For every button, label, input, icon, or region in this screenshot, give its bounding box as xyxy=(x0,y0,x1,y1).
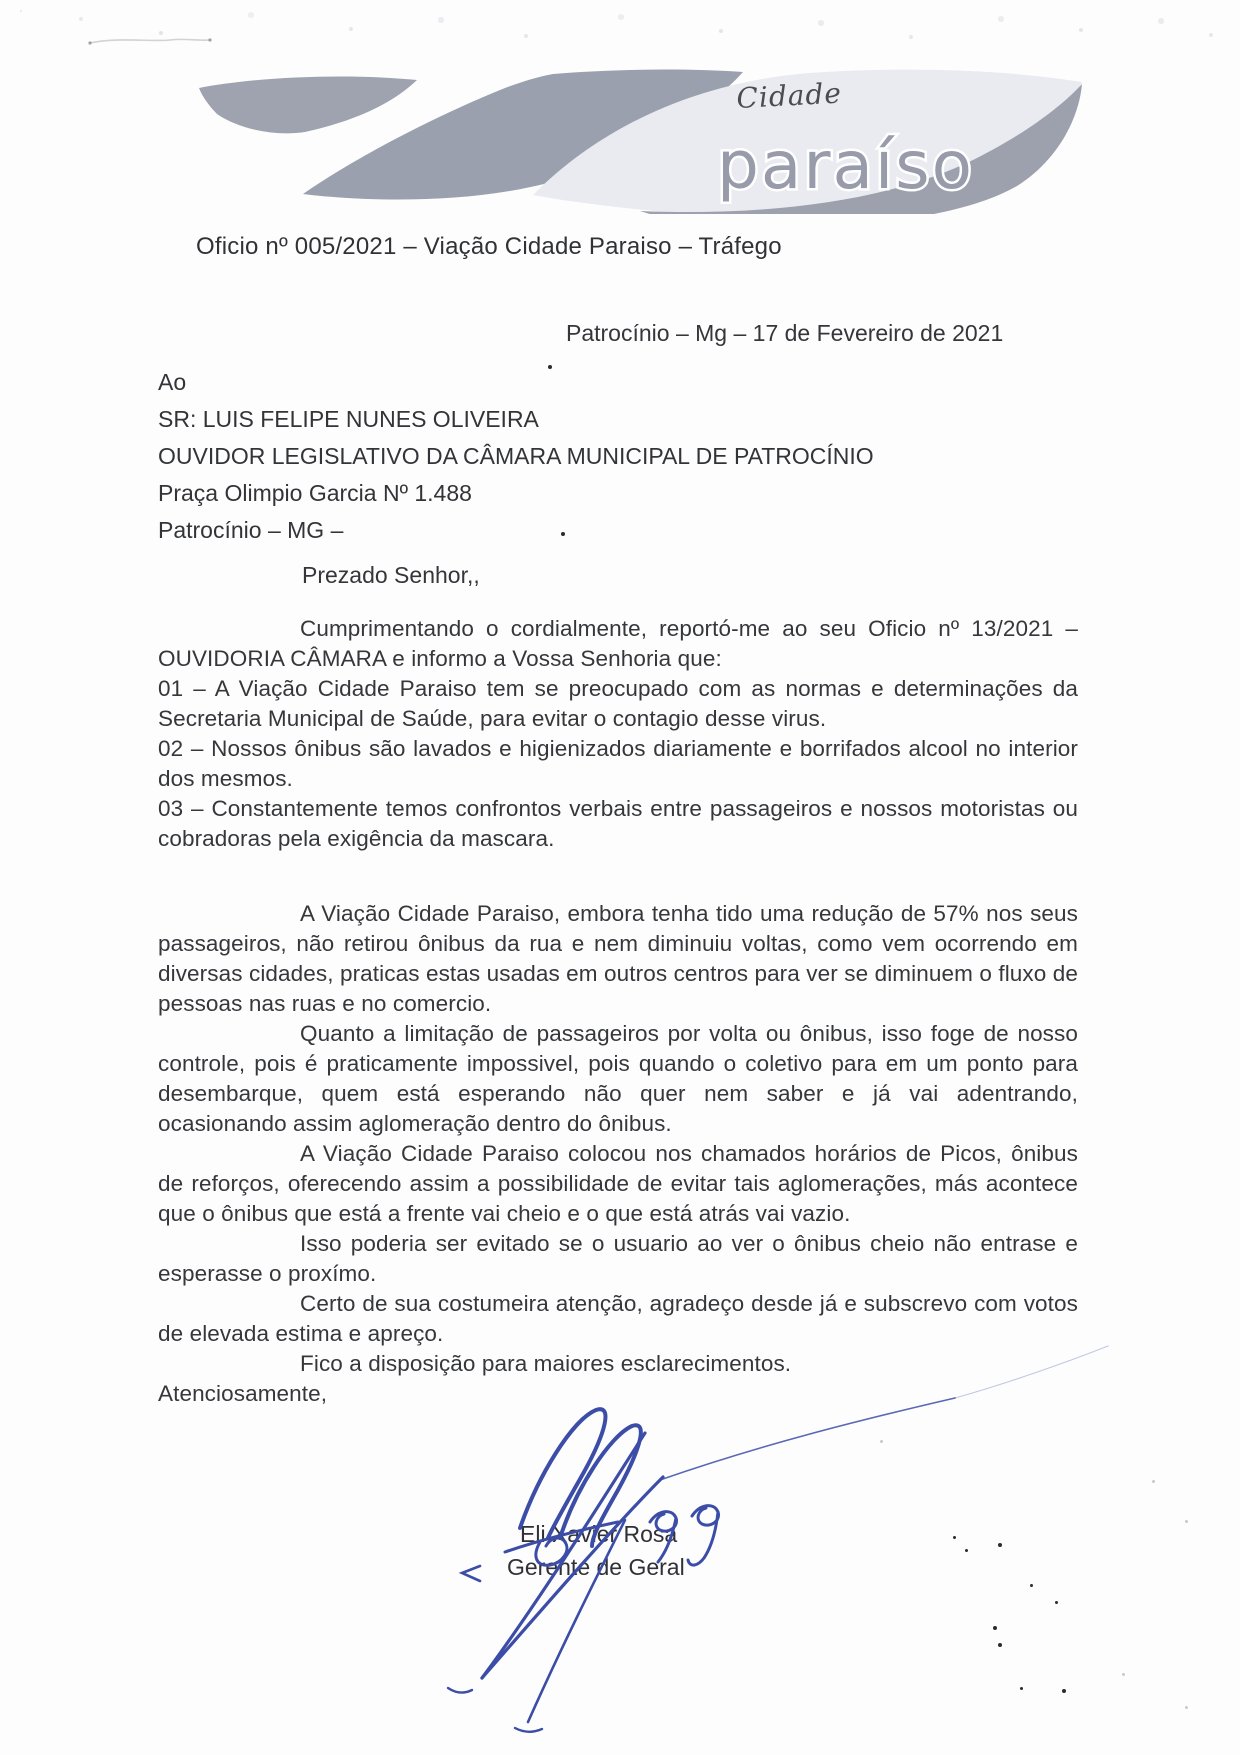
body-paragraph: Isso poderia ser evitado se o usuario ao ver o ônibus cheio não entrase e esperasse o proxímo. xyxy=(158,1231,1078,1286)
signatory-title: Gerente de Geral xyxy=(507,1554,685,1580)
logo-script-word: Cidade xyxy=(735,76,843,115)
signatory-name: Eli Xavier Rosa xyxy=(520,1521,678,1547)
scanner-speck xyxy=(998,1543,1002,1547)
scanner-speck xyxy=(1030,1584,1033,1587)
pencil-mark xyxy=(70,24,270,64)
body-paragraph: Quanto a limitação de passageiros por volta ou ônibus, isso foge de nosso controle, pois é praticamente impossivel, pois quando o coletivo para em um ponto para desembarque, quem está esperando não quer nem saber e já vai adentrando, ocasionando assim aglomeração dentro do ônibus. xyxy=(158,1021,1078,1136)
scanner-speck xyxy=(548,365,552,369)
recipient-block xyxy=(158,364,874,549)
scanner-speck xyxy=(993,1626,997,1630)
recipient-line: Ao xyxy=(158,369,187,395)
dateline: Patrocínio – Mg – 17 de Fevereiro de 2021 xyxy=(566,320,1004,346)
scanner-speck xyxy=(998,1643,1002,1647)
body-paragraph: A Viação Cidade Paraiso colocou nos chamados horários de Picos, ônibus de reforços, oferecendo assim a possibilidade de evitar tais aglomerações, más acontece que o ônibus que está a frente vai cheio e o que está atrás vai vazio. xyxy=(158,1141,1078,1226)
recipient-line: OUVIDOR LEGISLATIVO DA CÂMARA MUNICIPAL DE PATROCÍNIO xyxy=(158,443,874,469)
scanner-speck xyxy=(1122,1673,1125,1676)
scanner-speck xyxy=(1020,1687,1023,1690)
body-paragraph: 02 – Nossos ônibus são lavados e higienizados diariamente e borrifados alcool no interior dos mesmos. xyxy=(158,736,1078,791)
scanner-speck xyxy=(953,1536,956,1539)
recipient-line: Patrocínio – MG – xyxy=(158,517,344,543)
scanner-speck xyxy=(1185,1706,1188,1709)
recipient-line: Praça Olimpio Garcia Nº 1.488 xyxy=(158,480,472,506)
scanner-speck xyxy=(880,1440,883,1443)
body-paragraph: Certo de sua costumeira atenção, agradeço desde já e subscrevo com votos de elevada estima e apreço. xyxy=(158,1291,1078,1346)
scanner-speck xyxy=(965,1549,968,1552)
scanner-speck xyxy=(1152,1480,1155,1483)
closing-word: Atenciosamente, xyxy=(158,1381,328,1406)
scanner-speck xyxy=(1185,1520,1188,1523)
body-paragraph: A Viação Cidade Paraiso, embora tenha tido uma redução de 57% nos seus passageiros, não retirou ônibus da rua e nem diminuiu voltas, como vem ocorrendo em diversas cidades, praticas estas usadas em outros centros para ver se diminuem o fluxo de pessoas nas ruas e no comercio. xyxy=(158,901,1078,1016)
salutation: Prezado Senhor,, xyxy=(302,562,480,588)
company-logo xyxy=(185,64,1090,214)
body-paragraph: Fico a disposição para maiores esclarecimentos. xyxy=(300,1351,792,1376)
body-paragraph: Cumprimentando o cordialmente, reportó-me ao seu Oficio nº 13/2021 – OUVIDORIA CÂMARA e informo a Vossa Senhoria que: xyxy=(158,616,1078,671)
scanner-noise xyxy=(20,10,22,12)
letter-body xyxy=(158,614,1078,1409)
body-paragraph: 01 – A Viação Cidade Paraiso tem se preocupado com as normas e determinações da Secretaria Municipal de Saúde, para evitar o contagio desse virus. xyxy=(158,676,1078,731)
scanner-speck xyxy=(1062,1689,1066,1693)
scanner-speck xyxy=(561,532,565,536)
recipient-line: SR: LUIS FELIPE NUNES OLIVEIRA xyxy=(158,406,539,432)
scanner-speck xyxy=(1055,1601,1058,1604)
reference-line: Oficio nº 005/2021 – Viação Cidade Paraiso – Tráfego xyxy=(196,233,782,260)
body-paragraph: 03 – Constantemente temos confrontos verbais entre passageiros e nossos motoristas ou cobradoras pela exigência da mascara. xyxy=(158,796,1078,851)
logo-main-word: paraíso xyxy=(717,127,975,204)
logo-wedge-shape xyxy=(199,77,417,134)
